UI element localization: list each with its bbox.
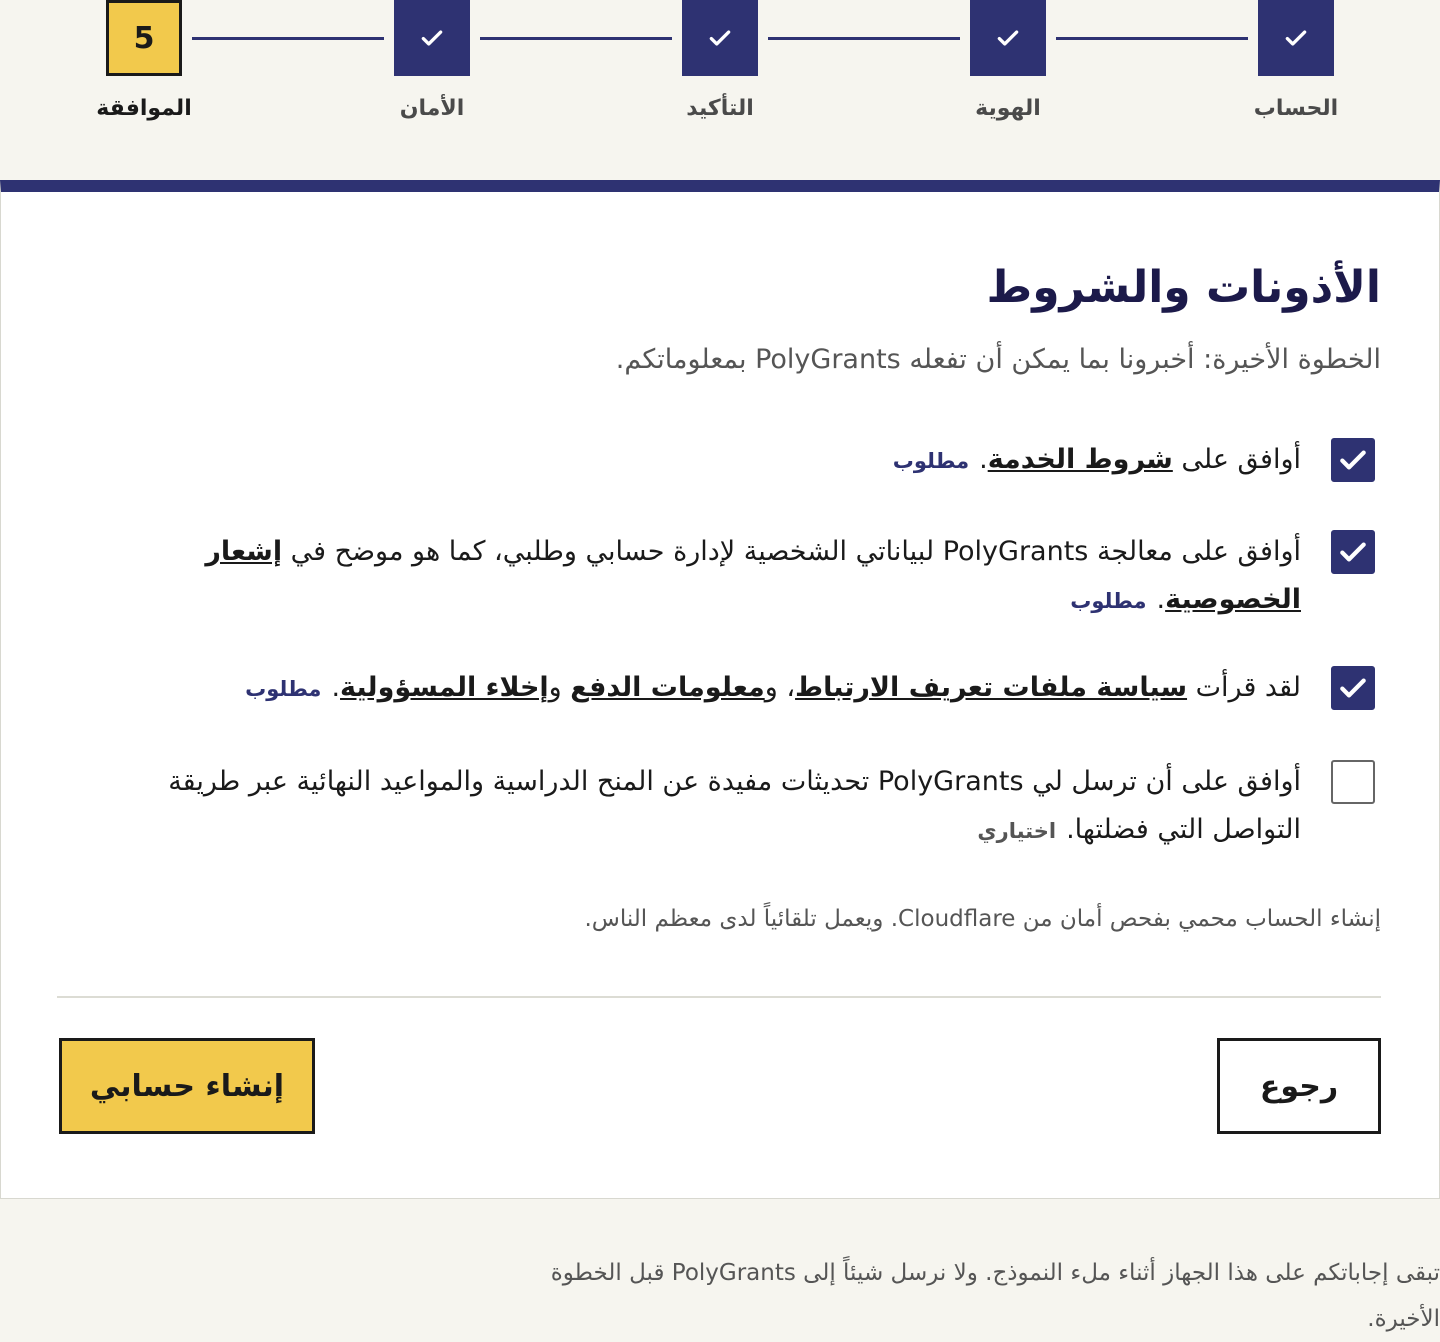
security-note: إنشاء الحساب محمي بفحص أمان من Cloudflare. ويعمل تلقائياً لدى معظم الناس. (584, 906, 1381, 932)
page-title: الأذونات والشروط (986, 262, 1381, 313)
required-tag: مطلوب (245, 677, 322, 701)
consent-text-part: و (548, 672, 571, 703)
privacy-checkbox[interactable] (1331, 530, 1375, 574)
step-connector (480, 37, 672, 40)
consent-text-part: أوافق على معالجة PolyGrants لبياناتي الشخصية لإدارة حسابي وطلبي، كما هو موضح في (282, 536, 1301, 567)
required-tag: مطلوب (892, 449, 970, 473)
page-subtitle: الخطوة الأخيرة: أخبرونا بما يمكن أن تفعله PolyGrants بمعلوماتكم. (615, 344, 1381, 375)
consent-text-part: ، و (764, 672, 796, 703)
consent-text (893, 436, 1301, 485)
cookie-policy-link[interactable]: سياسة ملفات تعريف الارتباط (795, 672, 1188, 703)
consent-privacy (115, 528, 1375, 625)
step-connector (768, 37, 960, 40)
consent-policies (55, 664, 1375, 713)
consent-terms (55, 436, 1375, 485)
consent-text (161, 528, 1301, 625)
footer-note: تبقى إجاباتكم على هذا الجهاز أثناء ملء النموذج. ولا نرسل شيئاً إلى PolyGrants قبل الخطوة الأخيرة. (550, 1260, 1440, 1332)
consent-text (245, 664, 1301, 713)
policies-checkbox[interactable] (1331, 666, 1375, 710)
optional-tag: اختياري (977, 819, 1057, 843)
step-complete-badge (1258, 0, 1334, 76)
consent-updates (135, 758, 1375, 855)
payment-info-link[interactable]: معلومات الدفع (570, 672, 765, 703)
step-current-badge: 5 (106, 0, 182, 76)
step-label: الموافقة (96, 96, 192, 121)
step-connector (192, 37, 384, 40)
consent-text-part: أوافق على (1172, 444, 1301, 475)
create-account-button[interactable]: إنشاء حسابي (59, 1038, 315, 1134)
consent-text-part: . (1156, 584, 1166, 615)
step-complete-badge (394, 0, 470, 76)
check-icon (1337, 444, 1369, 476)
check-icon (1283, 25, 1309, 51)
check-icon (1337, 672, 1369, 704)
consent-text-part: . (331, 672, 341, 703)
step-label: الهوية (975, 96, 1041, 121)
divider (57, 996, 1381, 998)
terms-checkbox[interactable] (1331, 438, 1375, 482)
step-complete-badge (682, 0, 758, 76)
terms-of-service-link[interactable]: شروط الخدمة (987, 444, 1173, 475)
consent-card (0, 180, 1440, 1199)
check-icon (995, 25, 1021, 51)
privacy-notice-link[interactable]: إشعار الخصوصية (205, 536, 1301, 615)
required-tag: مطلوب (1070, 589, 1147, 613)
back-button[interactable]: رجوع (1217, 1038, 1381, 1134)
progress-stepper (0, 0, 1440, 180)
check-icon (1337, 536, 1369, 568)
check-icon (419, 25, 445, 51)
consent-text-part: . (979, 444, 988, 475)
consent-text-part: أوافق على أن ترسل لي PolyGrants تحديثات مفيدة عن المنح الدراسية والمواعيد النهائية عبر طريقة التواصل التي فضلتها. (168, 766, 1301, 845)
step-label: الأمان (399, 96, 465, 121)
check-icon (707, 25, 733, 51)
consent-text-part: لقد قرأت (1187, 672, 1301, 703)
step-complete-badge (970, 0, 1046, 76)
step-label: التأكيد (686, 96, 754, 121)
disclaimer-link[interactable]: إخلاء المسؤولية (340, 672, 549, 703)
consent-text (135, 758, 1301, 855)
step-label: الحساب (1253, 96, 1339, 121)
updates-checkbox[interactable] (1331, 760, 1375, 804)
step-connector (1056, 37, 1248, 40)
